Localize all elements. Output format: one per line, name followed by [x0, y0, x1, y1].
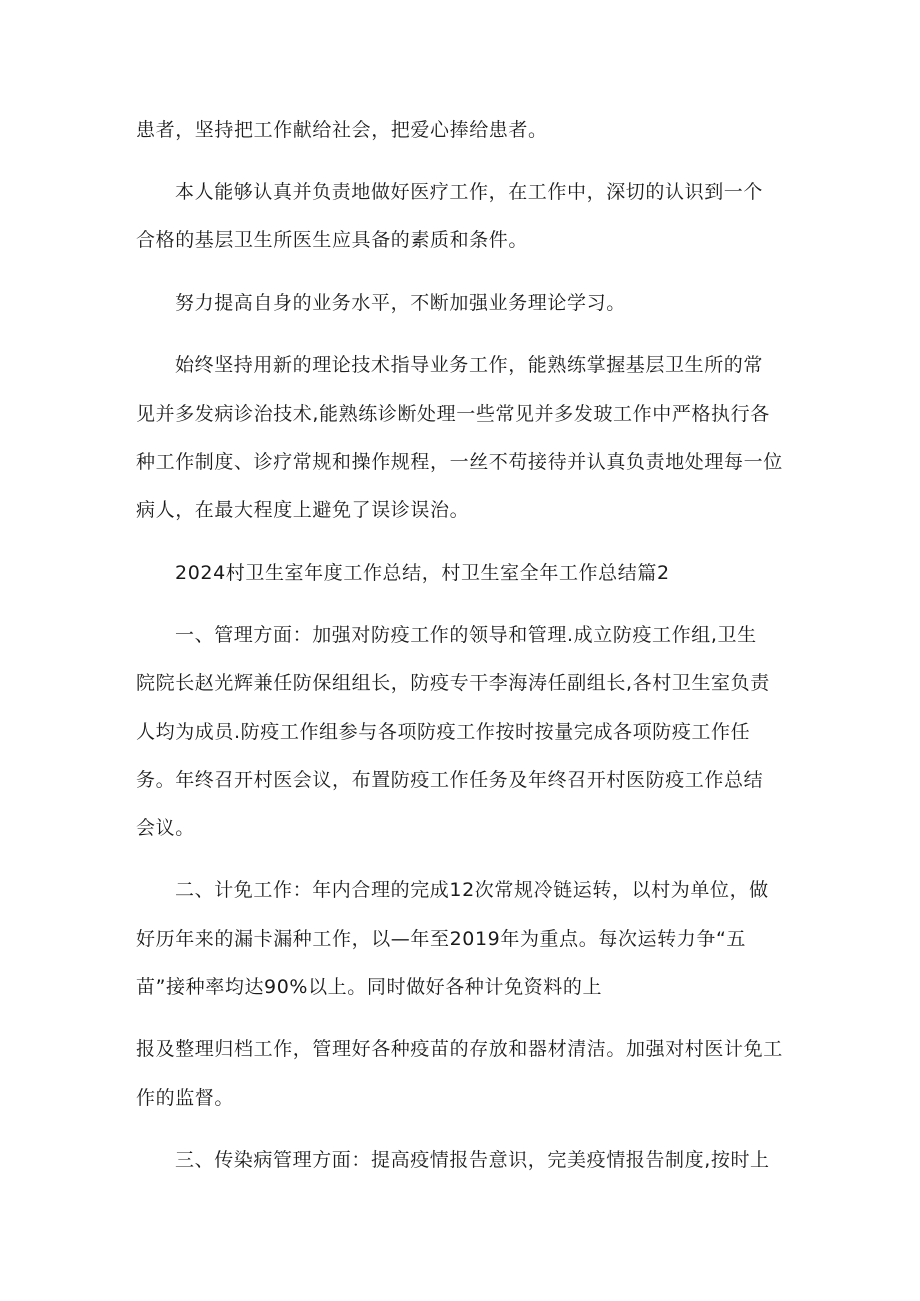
text-line: 好历年来的漏卡漏种工作，以—年至2019年为重点。每次运转力争“五	[136, 928, 746, 950]
text-line: 病人，在最大程度上避免了误诊误治。	[136, 499, 470, 521]
text-line: 人均为成员.防疫工作组参与各项防疫工作按时按量完成各项防疫工作任	[136, 721, 751, 743]
text-line: 患者，坚持把工作献给社会，把爱心捧给患者。	[136, 119, 548, 141]
text-line: 一、管理方面：加强对防疫工作的领导和管理.成立防疫工作组,卫生	[175, 624, 757, 646]
text-line: 报及整理归档工作，管理好各种疫苗的存放和器材清洁。加强对村医计免工	[136, 1038, 783, 1060]
text-line: 苗”接种率均达90%以上。同时做好各种计免资料的上	[136, 976, 603, 998]
text-line: 会议。	[136, 817, 195, 839]
text-line: 努力提高自身的业务水平，不断加强业务理论学习。	[175, 292, 626, 314]
text-line: 院院长赵光辉兼任防保组组长，防疫专干李海涛任副组长,各村卫生室负责	[136, 672, 770, 694]
section-heading: 2024村卫生室年度工作总结，村卫生室全年工作总结篇2	[175, 562, 670, 584]
text-line: 始终坚持用新的理论技术指导业务工作，能熟练掌握基层卫生所的常	[175, 354, 764, 376]
text-line: 务。年终召开村医会议，布置防疫工作任务及年终召开村医防疫工作总结	[136, 769, 764, 791]
text-line: 种工作制度、诊疗常规和操作规程，一丝不苟接待并认真负责地处理每一位	[136, 451, 783, 473]
text-line: 见并多发病诊治技术,能熟练诊断处理一些常见并多发玻工作中严格执行各	[136, 403, 770, 425]
text-line: 作的监督。	[136, 1087, 235, 1109]
text-line: 本人能够认真并负责地做好医疗工作，在工作中，深切的认识到一个	[175, 181, 764, 203]
text-line: 二、计免工作：年内合理的完成12次常规冷链运转，以村为单位，做	[175, 879, 769, 901]
text-line: 三、传染病管理方面：提高疫情报告意识，完美疫情报告制度,按时上	[175, 1149, 770, 1171]
text-line: 合格的基层卫生所医生应具备的素质和条件。	[136, 229, 529, 251]
